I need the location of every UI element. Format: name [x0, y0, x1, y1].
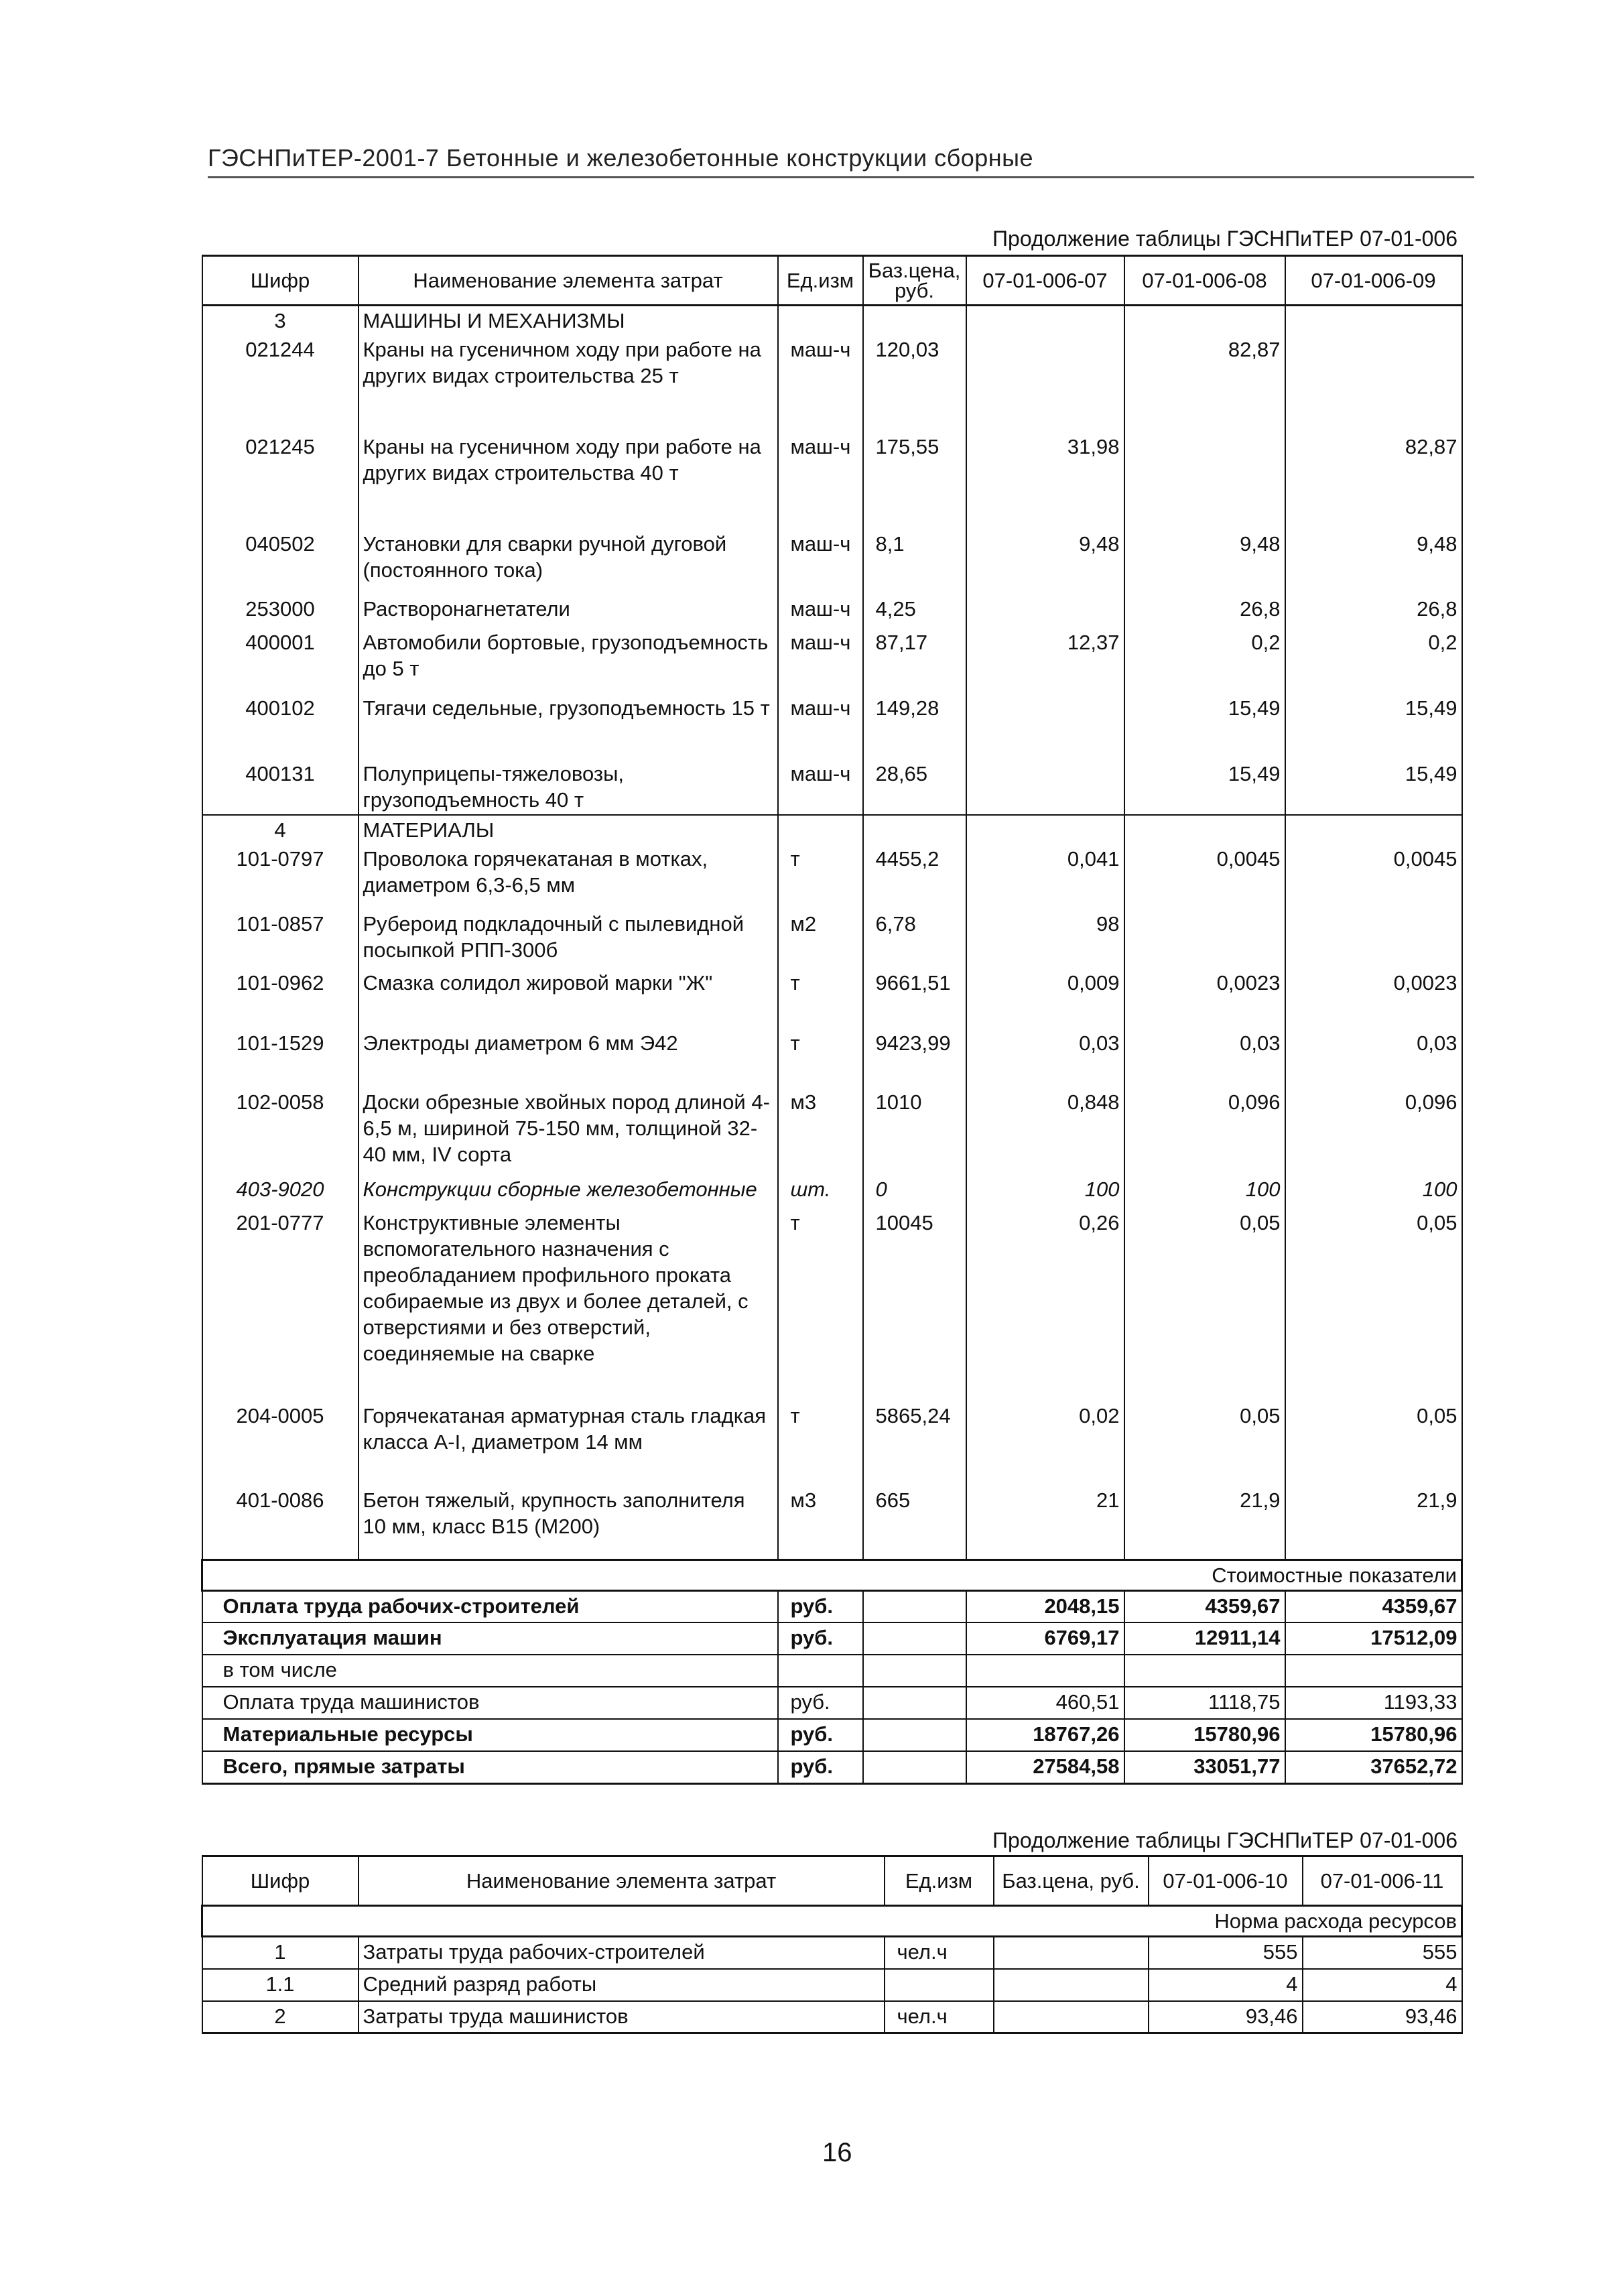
section-title: МАШИНЫ И МЕХАНИЗМЫ	[359, 306, 778, 336]
cost-unit: руб.	[778, 1751, 863, 1783]
resource-base-price: 6,78	[863, 909, 966, 968]
table-row	[202, 1208, 1462, 1401]
table-row	[202, 844, 1462, 909]
value-07-01-006-08: 100	[1124, 1175, 1285, 1208]
value-07-01-006-10: 93,46	[1149, 2001, 1303, 2033]
resource-code: 101-0857	[202, 909, 359, 968]
table2-continuation-caption: Продолжение таблицы ГЭСНПиТЕР 07-01-006	[992, 1828, 1457, 1852]
running-head: ГЭСНПиТЕР-2001-7 Бетонные и железобетонные конструкции сборные	[208, 144, 1034, 172]
resource-code: 400131	[202, 759, 359, 815]
section-title: МАТЕРИАЛЫ	[359, 815, 778, 844]
cost-07-01-006-08: 4359,67	[1124, 1590, 1285, 1622]
cost-unit: руб.	[778, 1719, 863, 1751]
cost-row	[202, 1687, 1462, 1719]
resource-base-price: 1010	[863, 1088, 966, 1175]
value-07-01-006-07: 100	[966, 1175, 1124, 1208]
table-row	[202, 1937, 1462, 1969]
empty-cell	[863, 1719, 966, 1751]
resource-code: 102-0058	[202, 1088, 359, 1175]
cost-band-label: Стоимостные показатели	[202, 1559, 1462, 1590]
resource-unit: м3	[778, 1486, 863, 1559]
resource-name: Автомобили бортовые, грузоподъемность до 5 т	[359, 628, 778, 694]
resource-name: Рубероид подкладочный с пылевидной посыпкой РПП-300б	[359, 909, 778, 968]
resource-code: 401-0086	[202, 1486, 359, 1559]
resource-name: Электроды диаметром 6 мм Э42	[359, 1029, 778, 1088]
cost-band-row	[202, 1559, 1462, 1590]
resource-name: Краны на гусеничном ходу при работе на других видах строительства 25 т	[359, 335, 778, 432]
table-row	[202, 694, 1462, 759]
table-row	[202, 628, 1462, 694]
col-header-07-01-006-08: 07-01-006-08	[1124, 256, 1285, 306]
resource-code: 101-1529	[202, 1029, 359, 1088]
value-07-01-006-07	[966, 759, 1124, 815]
cost-row	[202, 1622, 1462, 1655]
col-header-price: Баз.цена, руб.	[994, 1856, 1149, 1906]
empty-cell	[863, 1590, 966, 1622]
cost-unit	[778, 1655, 863, 1687]
resource-unit: м3	[778, 1088, 863, 1175]
resource-name: Тягачи седельные, грузоподъемность 15 т	[359, 694, 778, 759]
empty-cell	[778, 306, 863, 336]
page-number: 16	[822, 2138, 852, 2167]
value-07-01-006-09: 15,49	[1285, 759, 1462, 815]
value-07-01-006-09: 26,8	[1285, 594, 1462, 628]
cost-07-01-006-09: 37652,72	[1285, 1751, 1462, 1783]
empty-cell	[863, 1655, 966, 1687]
cost-row	[202, 1655, 1462, 1687]
resource-code: 101-0797	[202, 844, 359, 909]
resource-code: 2	[202, 2001, 359, 2033]
value-07-01-006-10: 555	[1149, 1937, 1303, 1969]
col-header-name: Наименование элемента затрат	[359, 256, 778, 306]
resource-unit: т	[778, 968, 863, 1029]
resource-base-price	[994, 2001, 1149, 2033]
resource-code: 204-0005	[202, 1401, 359, 1486]
resource-name: Горячекатаная арматурная сталь гладкая класса А-I, диаметром 14 мм	[359, 1401, 778, 1486]
col-header-07-01-006-10: 07-01-006-10	[1149, 1856, 1303, 1906]
col-header-code: Шифр	[202, 256, 359, 306]
empty-cell	[1124, 815, 1285, 844]
section-number: 4	[202, 815, 359, 844]
resource-base-price: 4455,2	[863, 844, 966, 909]
section-row	[202, 306, 1462, 336]
resource-base-price: 175,55	[863, 432, 966, 529]
value-07-01-006-07	[966, 594, 1124, 628]
cost-label: в том числе	[202, 1655, 778, 1687]
table-row	[202, 968, 1462, 1029]
resource-unit: т	[778, 1208, 863, 1401]
value-07-01-006-09: 82,87	[1285, 432, 1462, 529]
col-header-07-01-006-11: 07-01-006-11	[1303, 1856, 1462, 1906]
empty-cell	[1285, 306, 1462, 336]
col-header-07-01-006-07: 07-01-006-07	[966, 256, 1124, 306]
cost-07-01-006-09: 4359,67	[1285, 1590, 1462, 1622]
resource-table-1	[201, 255, 1463, 1785]
cost-unit: руб.	[778, 1590, 863, 1622]
col-header-unit: Ед.изм	[885, 1856, 994, 1906]
value-07-01-006-09: 15,49	[1285, 694, 1462, 759]
resource-name: Доски обрезные хвойных пород длиной 4-6,5 м, шириной 75-150 мм, толщиной 32-40 мм, IV сорта	[359, 1088, 778, 1175]
resource-unit: шт.	[778, 1175, 863, 1208]
cost-label: Всего, прямые затраты	[202, 1751, 778, 1783]
empty-cell	[863, 815, 966, 844]
col-header-price: Баз.цена, руб.	[863, 256, 966, 306]
value-07-01-006-09: 0,0045	[1285, 844, 1462, 909]
resource-base-price: 87,17	[863, 628, 966, 694]
value-07-01-006-09	[1285, 335, 1462, 432]
cost-07-01-006-08: 15780,96	[1124, 1719, 1285, 1751]
table-row	[202, 1088, 1462, 1175]
cost-label: Оплата труда машинистов	[202, 1687, 778, 1719]
cost-07-01-006-08: 33051,77	[1124, 1751, 1285, 1783]
value-07-01-006-08: 0,05	[1124, 1401, 1285, 1486]
cost-07-01-006-08	[1124, 1655, 1285, 1687]
resource-base-price: 665	[863, 1486, 966, 1559]
empty-cell	[966, 815, 1124, 844]
value-07-01-006-07: 0,02	[966, 1401, 1124, 1486]
empty-cell	[1124, 306, 1285, 336]
value-07-01-006-08: 15,49	[1124, 694, 1285, 759]
resource-base-price: 10045	[863, 1208, 966, 1401]
resource-name: Конструкции сборные железобетонные	[359, 1175, 778, 1208]
resource-name: Полуприцепы-тяжеловозы, грузоподъемность 40 т	[359, 759, 778, 815]
resource-unit: маш-ч	[778, 432, 863, 529]
empty-cell	[778, 815, 863, 844]
col-header-code: Шифр	[202, 1856, 359, 1906]
resource-unit: т	[778, 1029, 863, 1088]
section-row	[202, 815, 1462, 844]
norm-band-label: Норма расхода ресурсов	[202, 1906, 1462, 1937]
cost-07-01-006-09: 17512,09	[1285, 1622, 1462, 1655]
table-row	[202, 1486, 1462, 1559]
resource-base-price: 5865,24	[863, 1401, 966, 1486]
value-07-01-006-08: 26,8	[1124, 594, 1285, 628]
resource-name: Смазка солидол жировой марки "Ж"	[359, 968, 778, 1029]
resource-name: Затраты труда машинистов	[359, 2001, 885, 2033]
value-07-01-006-10: 4	[1149, 1969, 1303, 2001]
value-07-01-006-09: 0,0023	[1285, 968, 1462, 1029]
value-07-01-006-09: 100	[1285, 1175, 1462, 1208]
cost-07-01-006-09: 1193,33	[1285, 1687, 1462, 1719]
value-07-01-006-08	[1124, 909, 1285, 968]
cost-07-01-006-07: 2048,15	[966, 1590, 1124, 1622]
resource-unit: маш-ч	[778, 594, 863, 628]
resource-unit	[885, 1969, 994, 2001]
cost-07-01-006-07: 27584,58	[966, 1751, 1124, 1783]
resource-unit: маш-ч	[778, 529, 863, 594]
table-row	[202, 1175, 1462, 1208]
value-07-01-006-08: 0,096	[1124, 1088, 1285, 1175]
resource-code: 040502	[202, 529, 359, 594]
empty-cell	[863, 306, 966, 336]
resource-code: 201-0777	[202, 1208, 359, 1401]
value-07-01-006-07: 98	[966, 909, 1124, 968]
cost-07-01-006-08: 1118,75	[1124, 1687, 1285, 1719]
table-row	[202, 759, 1462, 815]
empty-cell	[863, 1751, 966, 1783]
value-07-01-006-08: 0,0023	[1124, 968, 1285, 1029]
resource-base-price: 9423,99	[863, 1029, 966, 1088]
resource-base-price: 9661,51	[863, 968, 966, 1029]
resource-name: Затраты труда рабочих-строителей	[359, 1937, 885, 1969]
value-07-01-006-08: 15,49	[1124, 759, 1285, 815]
col-header-07-01-006-09: 07-01-006-09	[1285, 256, 1462, 306]
cost-07-01-006-09: 15780,96	[1285, 1719, 1462, 1751]
cost-row	[202, 1719, 1462, 1751]
resource-unit: т	[778, 1401, 863, 1486]
empty-cell	[966, 306, 1124, 336]
cost-unit: руб.	[778, 1687, 863, 1719]
resource-base-price	[994, 1937, 1149, 1969]
table-row	[202, 529, 1462, 594]
cost-unit: руб.	[778, 1622, 863, 1655]
value-07-01-006-09: 9,48	[1285, 529, 1462, 594]
resource-code: 1	[202, 1937, 359, 1969]
table-row	[202, 2001, 1462, 2033]
resource-base-price	[994, 1969, 1149, 2001]
cost-row	[202, 1751, 1462, 1783]
value-07-01-006-09: 0,05	[1285, 1401, 1462, 1486]
value-07-01-006-07: 0,041	[966, 844, 1124, 909]
resource-unit: чел.ч	[885, 1937, 994, 1969]
value-07-01-006-09: 0,096	[1285, 1088, 1462, 1175]
resource-unit: маш-ч	[778, 694, 863, 759]
value-07-01-006-07: 31,98	[966, 432, 1124, 529]
value-07-01-006-08: 0,0045	[1124, 844, 1285, 909]
resource-unit: т	[778, 844, 863, 909]
table1-body	[202, 306, 1462, 1784]
resource-name: Проволока горячекатаная в мотках, диаметром 6,3-6,5 мм	[359, 844, 778, 909]
resource-code: 403-9020	[202, 1175, 359, 1208]
resource-name: Бетон тяжелый, крупность заполнителя 10 мм, класс В15 (М200)	[359, 1486, 778, 1559]
table1-continuation-caption: Продолжение таблицы ГЭСНПиТЕР 07-01-006	[992, 227, 1457, 251]
value-07-01-006-07: 21	[966, 1486, 1124, 1559]
value-07-01-006-08: 0,2	[1124, 628, 1285, 694]
cost-label: Оплата труда рабочих-строителей	[202, 1590, 778, 1622]
value-07-01-006-08: 0,05	[1124, 1208, 1285, 1401]
resource-base-price: 8,1	[863, 529, 966, 594]
table-row	[202, 1401, 1462, 1486]
value-07-01-006-07: 9,48	[966, 529, 1124, 594]
table-row	[202, 909, 1462, 968]
resource-unit: чел.ч	[885, 2001, 994, 2033]
value-07-01-006-09: 0,03	[1285, 1029, 1462, 1088]
value-07-01-006-07: 0,009	[966, 968, 1124, 1029]
cost-07-01-006-07: 18767,26	[966, 1719, 1124, 1751]
resource-base-price: 28,65	[863, 759, 966, 815]
resource-base-price: 4,25	[863, 594, 966, 628]
cost-07-01-006-08: 12911,14	[1124, 1622, 1285, 1655]
table-row	[202, 594, 1462, 628]
resource-unit: маш-ч	[778, 335, 863, 432]
value-07-01-006-07	[966, 694, 1124, 759]
cost-07-01-006-07: 6769,17	[966, 1622, 1124, 1655]
resource-name: Растворонагнетатели	[359, 594, 778, 628]
col-header-name: Наименование элемента затрат	[359, 1856, 885, 1906]
table-row	[202, 1029, 1462, 1088]
resource-code: 1.1	[202, 1969, 359, 2001]
value-07-01-006-09: 21,9	[1285, 1486, 1462, 1559]
cost-07-01-006-07: 460,51	[966, 1687, 1124, 1719]
resource-code: 021244	[202, 335, 359, 432]
table2-body	[202, 1906, 1462, 2033]
col-header-unit: Ед.изм	[778, 256, 863, 306]
value-07-01-006-08: 9,48	[1124, 529, 1285, 594]
value-07-01-006-08: 82,87	[1124, 335, 1285, 432]
value-07-01-006-07: 0,848	[966, 1088, 1124, 1175]
value-07-01-006-07: 0,26	[966, 1208, 1124, 1401]
resource-name: Краны на гусеничном ходу при работе на других видах строительства 40 т	[359, 432, 778, 529]
section-number: 3	[202, 306, 359, 336]
resource-name: Конструктивные элементы вспомогательного назначения с преобладанием профильного проката собираемые из двух и более деталей, с отверстиями и без отверстий, соединяемые на сварке	[359, 1208, 778, 1401]
empty-cell	[1285, 815, 1462, 844]
resource-unit: маш-ч	[778, 628, 863, 694]
cost-07-01-006-09	[1285, 1655, 1462, 1687]
resource-table-2	[201, 1855, 1463, 2034]
cost-07-01-006-07	[966, 1655, 1124, 1687]
resource-code: 400102	[202, 694, 359, 759]
value-07-01-006-07: 0,03	[966, 1029, 1124, 1088]
resource-base-price: 149,28	[863, 694, 966, 759]
resource-code: 021245	[202, 432, 359, 529]
cost-label: Эксплуатация машин	[202, 1622, 778, 1655]
cost-row	[202, 1590, 1462, 1622]
resource-name: Установки для сварки ручной дуговой (постоянного тока)	[359, 529, 778, 594]
norm-band-row	[202, 1906, 1462, 1937]
resource-name: Средний разряд работы	[359, 1969, 885, 2001]
resource-code: 400001	[202, 628, 359, 694]
value-07-01-006-08: 21,9	[1124, 1486, 1285, 1559]
table-row	[202, 432, 1462, 529]
resource-code: 101-0962	[202, 968, 359, 1029]
table-row	[202, 1969, 1462, 2001]
header-rule	[208, 176, 1474, 178]
value-07-01-006-09: 0,2	[1285, 628, 1462, 694]
empty-cell	[863, 1687, 966, 1719]
resource-code: 253000	[202, 594, 359, 628]
table-row	[202, 335, 1462, 432]
value-07-01-006-08: 0,03	[1124, 1029, 1285, 1088]
value-07-01-006-07	[966, 335, 1124, 432]
value-07-01-006-11: 555	[1303, 1937, 1462, 1969]
empty-cell	[863, 1622, 966, 1655]
resource-unit: м2	[778, 909, 863, 968]
value-07-01-006-09	[1285, 909, 1462, 968]
cost-label: Материальные ресурсы	[202, 1719, 778, 1751]
resource-base-price: 0	[863, 1175, 966, 1208]
resource-base-price: 120,03	[863, 335, 966, 432]
value-07-01-006-09: 0,05	[1285, 1208, 1462, 1401]
resource-unit: маш-ч	[778, 759, 863, 815]
value-07-01-006-08	[1124, 432, 1285, 529]
value-07-01-006-11: 93,46	[1303, 2001, 1462, 2033]
value-07-01-006-07: 12,37	[966, 628, 1124, 694]
value-07-01-006-11: 4	[1303, 1969, 1462, 2001]
